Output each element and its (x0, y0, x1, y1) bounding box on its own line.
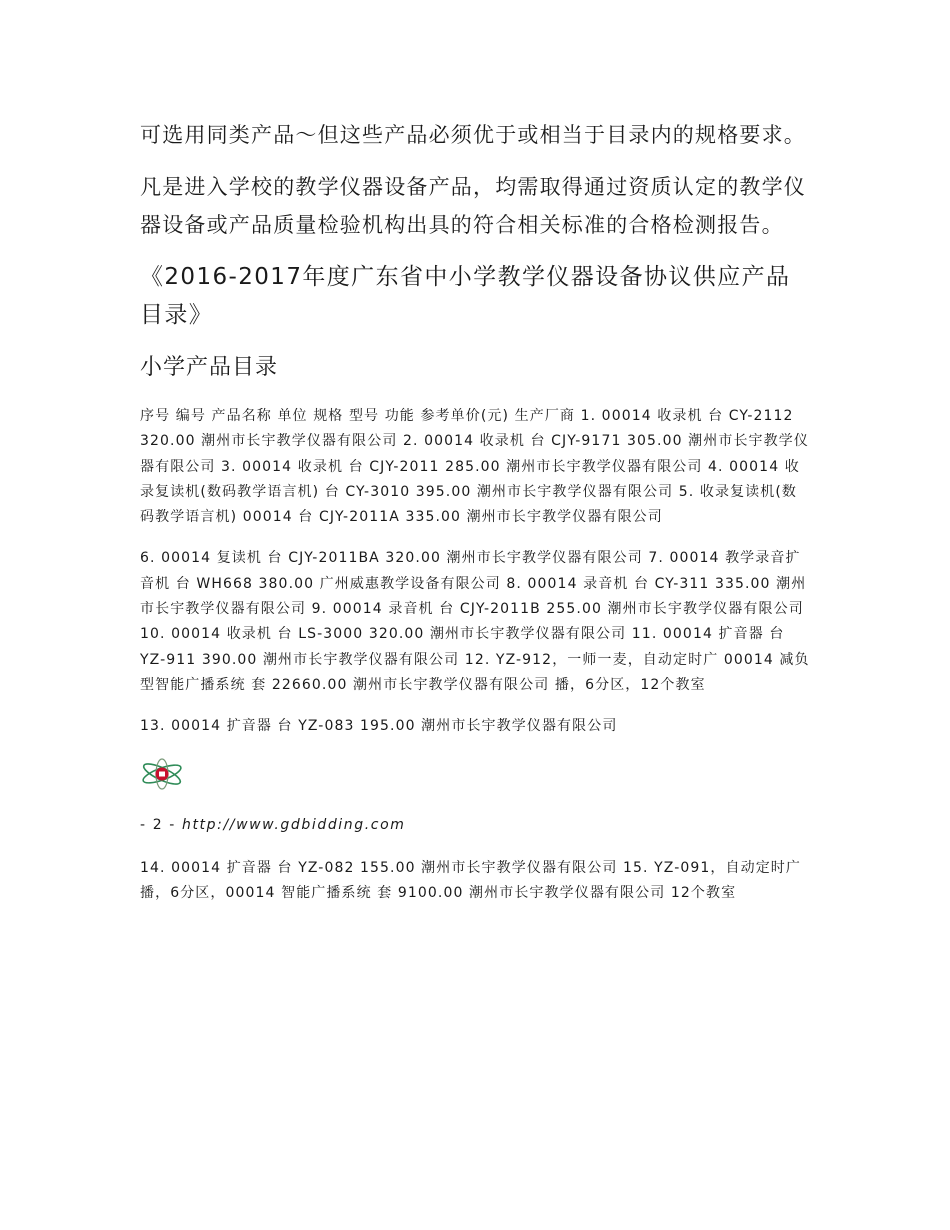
page-number: - 2 - (140, 816, 176, 833)
catalog-title: 《2016-2017年度广东省中小学教学仪器设备协议供应产品目录》 (140, 264, 791, 328)
document-page (140, 116, 812, 922)
footer-url-link[interactable]: http://www.gdbidding.com (181, 816, 406, 833)
page-footer (140, 814, 812, 836)
catalog-block-3: 13. 00014 扩音器 台 YZ-083 195.00 潮州市长宇教学仪器有限公司 (140, 718, 618, 735)
primary-school-catalog-heading: 小学产品目录 (140, 355, 279, 380)
atom-logo-icon (140, 756, 184, 792)
catalog-block-4: 14. 00014 扩音器 台 YZ-082 155.00 潮州市长宇教学仪器有限公司 15. YZ-091，自动定时广播，6分区，00014 智能广播系统 套 9100.00 潮州市长宇教学仪器有限公司 12个教室 (140, 859, 801, 901)
paragraph-inspection-requirement: 凡是进入学校的教学仪器设备产品，均需取得通过资质认定的教学仪器设备或产品质量检验机构出具的符合相关标准的合格检测报告。 (140, 175, 806, 237)
catalog-block-2: 6. 00014 复读机 台 CJY-2011BA 320.00 潮州市长宇教学仪器有限公司 7. 00014 教学录音扩音机 台 WH668 380.00 广州威惠教学设备有限公司 8. 00014 录音机 台 CY-311 335.00 潮州市长宇教学仪器有限公司 9. 00014 录音机 台 CJY-2011B 255.00 潮州市长宇教学仪器有限公司 10. 00014 收录机 台 LS-3000 320.00 潮州市长宇教学仪器有限公司 11. 00014 扩音器 台 YZ-911 390.00 潮州市长宇教学仪器有限公司 12. YZ-912，一师一麦，自动定时广 00014 减负型智能广播系统 套 22660.00 潮州市长宇教学仪器有限公司 播，6分区，12个教室 (140, 550, 810, 693)
paragraph-alternative-products: 可选用同类产品～但这些产品必须优于或相当于目录内的规格要求。 (140, 123, 806, 147)
catalog-block-1: 序号 编号 产品名称 单位 规格 型号 功能 参考单价(元) 生产厂商 1. 00014 收录机 台 CY-2112 320.00 潮州市长宇教学仪器有限公司 2. 00014 收录机 台 CJY-9171 305.00 潮州市长宇教学仪器有限公司 3. 00014 收录机 台 CJY-2011 285.00 潮州市长宇教学仪器有限公司 4. 00014 收录复读机(数码教学语言机) 台 CY-3010 395.00 潮州市长宇教学仪器有限公司 5. 收录复读机(数码教学语言机) 00014 台 CJY-2011A 335.00 潮州市长宇教学仪器有限公司 (140, 408, 809, 526)
